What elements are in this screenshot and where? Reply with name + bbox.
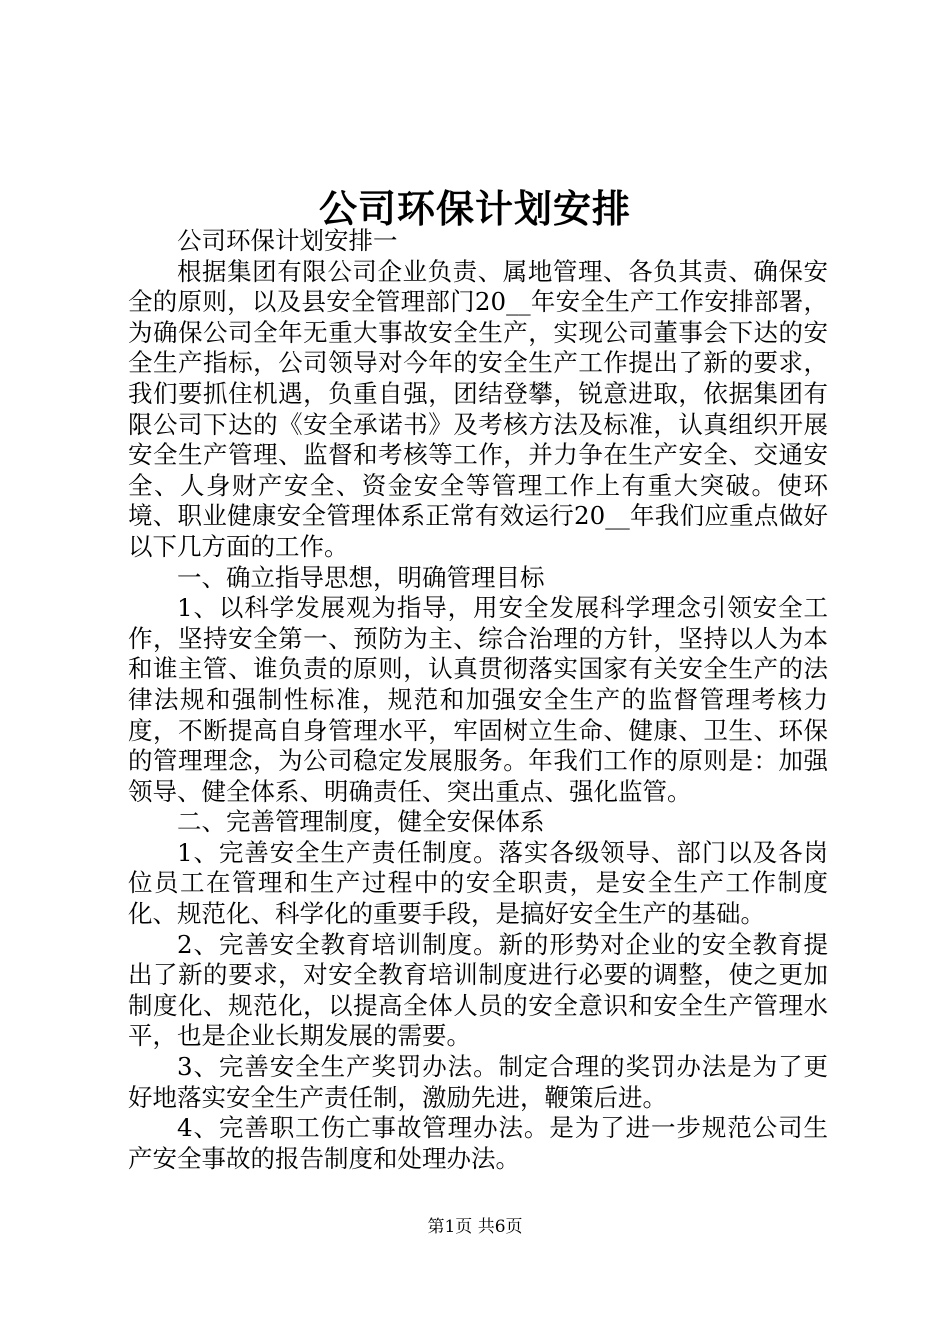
paragraph-section2-item3: 3、完善安全生产奖罚办法。制定合理的奖罚办法是为了更好地落实安全生产责任制，激励先进，鞭策后进。 xyxy=(128,1052,828,1112)
section-heading-1: 一、确立指导思想，明确管理目标 xyxy=(177,562,545,592)
section-heading-2: 二、完善管理制度，健全安保体系 xyxy=(177,807,545,837)
paragraph-section2-item4: 4、完善职工伤亡事故管理办法。是为了进一步规范公司生产安全事故的报告制度和处理办法。 xyxy=(128,1113,828,1173)
paragraph-intro: 根据集团有限公司企业负责、属地管理、各负其责、确保安全的原则，以及县安全管理部门20__年安全生产工作安排部署，为确保公司全年无重大事故安全生产，实现公司董事会下达的安全生产指标，公司领导对今年的安全生产工作提出了新的要求，我们要抓住机遇，负重自强，团结登攀，锐意进取，依据集团有限公司下达的《安全承诺书》及考核方法及标准，认真组织开展安全生产管理、监督和考核等工作，并力争在生产安全、交通安全、人身财产安全、资金安全等管理工作上有重大突破。使环境、职业健康安全管理体系正常有效运行20__年我们应重点做好以下几方面的工作。 xyxy=(128,256,828,561)
document-title: 公司环保计划安排 xyxy=(318,186,631,231)
document-body xyxy=(128,226,828,1174)
paragraph-section2-item1: 1、完善安全生产责任制度。落实各级领导、部门以及各岗位员工在管理和生产过程中的安全职责，是安全生产工作制度化、规范化、科学化的重要手段，是搞好安全生产的基础。 xyxy=(128,837,828,929)
paragraph-subtitle: 公司环保计划安排一 xyxy=(177,226,398,255)
paragraph-section2-item2: 2、完善安全教育培训制度。新的形势对企业的安全教育提出了新的要求，对安全教育培训制度进行必要的调整，使之更加制度化、规范化，以提高全体人员的安全意识和安全生产管理水平，也是企业长期发展的需要。 xyxy=(128,929,828,1051)
page-footer: 第1页 共6页 xyxy=(427,1217,523,1237)
paragraph-section1-item1: 1、以科学发展观为指导，用安全发展科学理念引领安全工作，坚持安全第一、预防为主、综合治理的方针，坚持以人为本和谁主管、谁负责的原则，认真贯彻落实国家有关安全生产的法律法规和强制性标准，规范和加强安全生产的监督管理考核力度，不断提高自身管理水平，牢固树立生命、健康、卫生、环保的管理理念，为公司稳定发展服务。年我们工作的原则是：加强领导、健全体系、明确责任、突出重点、强化监管。 xyxy=(128,593,828,806)
